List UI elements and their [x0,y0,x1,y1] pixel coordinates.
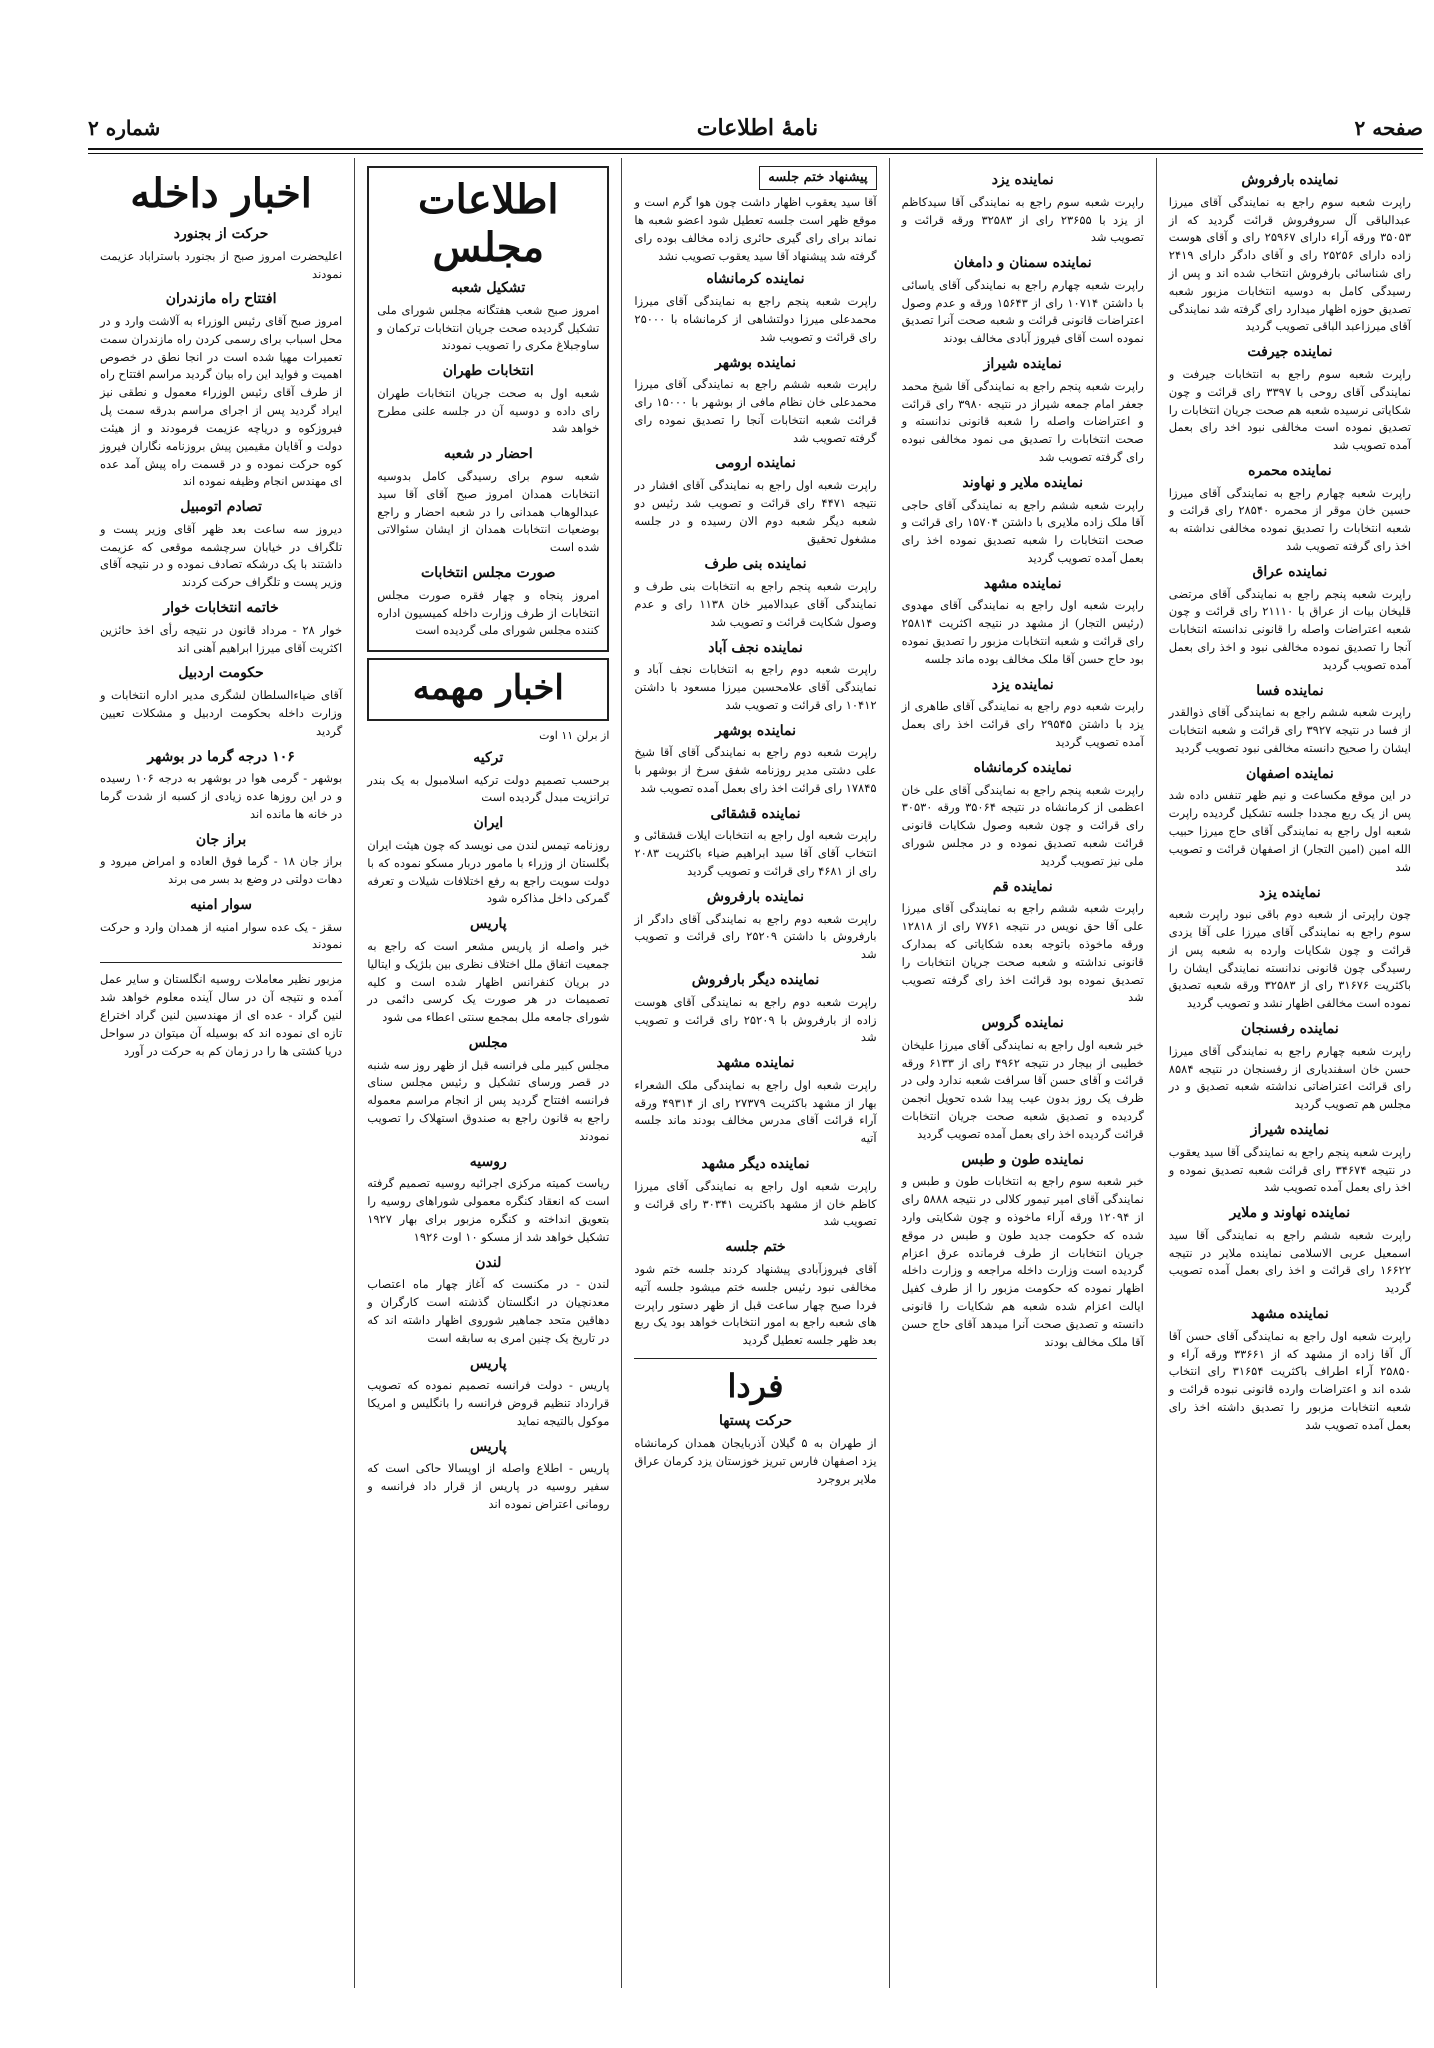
article [902,1150,1144,1352]
article [100,497,342,592]
article-body: راپرت شعبه ششم راجع به نمایندگی آقای ذوالقدر از فسا در نتیجه ۳۹۲۷ رای قرائت و شعبه انتخابات ایشان را صحیح دانسته مخالفی نبود تصویب گردید [1168,705,1411,755]
article [634,970,876,1047]
page-number: صفحه ۲ [1354,116,1423,140]
article-heading: نماینده اصفهان [1246,765,1334,782]
article [1169,1203,1411,1298]
article-body: در این موقع مکساعت و نیم ظهر تنفس داده شد پس از یک ربع مجددا جلسه تشکیل گردیده راپرت شعبه اول راجع به نمایندگی آقای حاج میرزا حبیب الله امین (امین التجار) از اصفهان قرائت و تصویب شد [1168,788,1411,874]
article-body: مجلس کبیر ملی فرانسه قبل از ظهر روز سه شنبه در قصر ورسای تشکیل و رئیس مجلس سنای فرانسه افتتاح گردید پس از انجام مراسم معموله راجع به قانون راجع به صندوق استهلاک را تصویب نمودند [367,1057,610,1143]
article-heading: نماینده بارفروش [706,888,805,905]
article-body: امروز صبح شعب هفتگانه مجلس شورای ملی تشکیل گردیده صحت جریان انتخابات ترکمان و ساوجبلاغ مکری را تصویب نمودند [377,302,600,353]
article-heading: انتخابات طهران [442,363,534,380]
article-body: راپرت شعبه اول راجع به نمایندگی آقای میرزا کاظم خان از مشهد باکثریت ۳۰۳۴۱ رای قرائت و تصویب شد [634,1178,877,1229]
article-heading: ترکیه [473,749,504,766]
article [1169,170,1411,336]
article [367,1354,609,1431]
article-heading: نماینده قشقائی [710,805,801,822]
article-heading: پاریس [469,1438,507,1455]
article-body: خبر شعبه سوم راجع به انتخابات طون و طبس و نمایندگی آقای امیر تیمور کلالی در نتیجه ۵۸۸۸ رای از ۱۲۰۹۴ ورقه آراء ماخوذه و چون شکایتی وارد شده که حکومت جدید طون و طبس در موقع جریان انتخابات از طرف فرمانده عرق اعزام گردیده است وزارت داخله مراجعه و وزارت داخله اظهار نموده که حکومت مزبور را از طرف کفیل ایالت اعزام شده شعبه هم شکایات را قانونی دانسته و تصدیق صحت آنرا میدهد آقای حاج حسن آقا ملک مخالف بودند [901,1174,1144,1349]
article-heading: نماینده مشهد [983,575,1062,592]
article-heading: نماینده سمنان و دامغان [953,255,1092,272]
col3-items [634,269,876,1231]
article [634,453,876,548]
article-heading: نماینده نجف آباد [708,639,803,656]
article-heading: نماینده یزد [991,172,1054,188]
article-heading: نماینده ملایر و نهاوند [962,474,1083,491]
article-heading: نماینده مشهد [716,1055,795,1072]
article [100,224,342,283]
article [367,1437,609,1514]
article-heading: سوار امنیه [190,896,252,913]
article [1169,342,1411,455]
article-heading: نماینده طون و طبس [961,1151,1084,1168]
article-heading: نماینده دیگر مشهد [701,1156,810,1173]
article-heading: نماینده دیگر بارفروش [691,972,820,989]
article-heading: نماینده یزد [1259,884,1321,901]
article [377,444,599,557]
article [634,638,876,715]
article [377,563,599,640]
article [367,1033,609,1146]
article-body: راپرت شعبه دوم راجع به نمایندگی آقای آقا شیخ علی دشتی مدیر روزنامه شفق سرخ از بوشهر با ۱۷۸۴۵ رای قرائت اخذ رای بعمل آمده تصویب شد [634,745,877,795]
article-body: روزنامه تیمس لندن می نویسد که چون هیئت ایران بگلستان از وزراء با مامور دربار مسکو نموده که با دولت سویت راجع به رفع اختلافات شیلات و تعرفه گمرکی داخل مذاکره شود [367,837,610,906]
article [1169,883,1411,1014]
article-body: چون راپرتی از شعبه دوم باقی نبود راپرت شعبه سوم راجع به نمایندگی آقای میرزا علی آقا یزدی قرائت و چون شکایات وارده به شعبه پس از رسیدگی چون قانونی ندانسته نمایندگی ایشان را باکثریت ۳۱۶۷۶ رای از ۳۲۵۸۳ ورقه شعبه تصدیق نموده است مخالفی اظهار نشد و تصویب گردید [1168,907,1412,1011]
article [902,675,1144,752]
article-heading: نماینده گروس [981,1015,1064,1032]
article-body: ریاست کمیته مرکزی اجرائیه روسیه تصمیم گرفته است که انعقاد کنگره معمولی شوراهای روسیه را بتعویق انداخته و کنگره مزبور برای بهار ۱۹۲۷ تشکیل خواهد شد از مسکو ۱۰ اوت ۱۹۲۶ [367,1176,610,1244]
parliament-news-box [367,166,609,652]
article [1169,764,1411,877]
parliament-items [377,278,599,640]
article [367,914,609,1027]
article-heading: روسیه [469,1153,507,1170]
article-heading: نماینده بوشهر [715,722,796,739]
article-heading: نماینده رفسنجان [1241,1021,1339,1038]
article-heading: نماینده شیراز [1250,1122,1330,1138]
newspaper-page [88,108,1434,2008]
article [100,598,342,657]
article-heading: حکومت اردبیل [178,665,264,682]
article [367,748,609,807]
article [377,278,599,355]
article-body: لندن - در مکنست که آغاز چهار ماه اعتصاب معدنچیان در انگلستان گذشته است کارگران و دهاقین متحد جماهیر شوروی اظهار داشته اند که در تاریخ یک چنین امری به سابقه است [367,1277,610,1345]
article [634,554,876,631]
issue-number: شماره ۲ [88,116,161,140]
article-body: راپرت شعبه دوم راجع به نمایندگی آقای دادگر از بارفروش با داشتن ۲۵۲۰۹ رای قرائت و تصویب شد [634,911,877,962]
article-heading: تصادم اتومبیل [180,499,262,516]
article [902,1013,1144,1144]
article-body: امروز پنجاه و چهار فقره صورت مجلس انتخابات از طرف وزارت داخله کمیسیون اداره کننده مجلس شورای ملی گردیده است [377,587,600,638]
article-body: دیروز سه ساعت بعد ظهر آقای وزیر پست و تلگراف در خیابان سرچشمه موقعی که عزیمت داشتند با یک درشکه تصادف نموده و در نتیجه آقای وزیر پست و تلگراف حرکت کردند [99,521,343,590]
important-news-title: اخبار مهمه [412,668,564,709]
article [1169,1120,1411,1197]
article-heading: افتتاح راه مازندران [165,291,277,308]
article-heading: تشکیل شعبه [451,280,526,296]
article-body: شعبه اول به صحت جریان انتخابات طهران رای داده و دوسیه آن در جلسه علنی مطرح خواهد شد [377,385,600,436]
article [100,747,342,824]
article-heading: نماینده شیراز [983,356,1062,373]
article-heading: براز جان [195,831,247,848]
article-body: آقای ضیاءالسلطان لشگری مدیر اداره انتخابات و وزارت داخله بحکومت اردبیل و مشکلات تعیین گردید [99,688,343,738]
columns [88,158,1423,1988]
masthead [88,108,1423,148]
article [367,1152,609,1247]
article-heading: پاریس [469,916,507,933]
article-heading: نماینده عراق [1252,563,1328,580]
article-body: راپرت شعبه سوم راجع به نمایندگی آقا سیدکاظم از یزد با ۲۳۶۵۵ رای از ۳۲۵۸۳ ورقه قرائت و تصویب شد [901,194,1144,245]
article-body: راپرت شعبه پنجم راجع به نمایندگی آقای میرزا محمدعلی میرزا دولتشاهی از کرمانشاه با ۲۵۰۰۰ رای قرائت و تصویب شد [634,294,877,344]
column-4 [354,158,621,1988]
column-3 [621,158,888,1988]
article [100,830,342,889]
article-body: بوشهر - گرمی هوا در بوشهر به درجه ۱۰۶ رسیده و در این روزها عده زیادی از کسبه از شدت گرما در خانه ها مانده اند [99,771,343,821]
article [634,353,876,448]
article-heading: نماینده قم [992,878,1053,895]
article-heading: نماینده کرمانشاه [706,271,805,288]
column-2 [889,158,1156,1988]
article [902,877,1144,1008]
article-heading: لندن [475,1254,502,1271]
article [634,1154,876,1231]
article [100,289,342,491]
article-body: برحسب تصمیم دولت ترکیه اسلامبول به یک بندر ترانزیت مبدل گردیده است [367,772,610,805]
article-heading: نماینده یزد [991,676,1054,693]
divider [634,1358,876,1359]
article-heading: صورت مجلس انتخابات [421,565,556,581]
mail-departure-text: از طهران به ۵ گیلان آذربایجان همدان کرمانشاه یزد اصفهان فارس تبریز خوزستان یزد کرمان عراق ملایر بروجرد [634,1436,877,1486]
article-heading: ۱۰۶ درجه گرما در بوشهر [147,748,295,765]
article-body: راپرت شعبه ششم راجع به نمایندگی آقای حاجی آقا ملک زاده ملایری با داشتن ۱۵۷۰۴ رای قرائت و صحت انتخابات را شعبه تصدیق نموده اخذ رای بعمل آمده تصویب گردید [901,497,1144,565]
tail-text: مزبور نظیر معاملات روسیه انگلستان و سایر عمل آمده و نتیجه آن در سال آینده معلوم خواهد شد لنین گراد - عده ای از مهندسین لنین گراد اختراع تازه ای نموده اند که بوسیله آن میتوان در سواحل دریا کشتی ها را در زمان کم به حرکت در آورد [99,972,343,1058]
article-body: پاریس - دولت فرانسه تصمیم نموده که تصویب قرارداد تنظیم قروض فرانسه را بانگلیس و امریکا موکول بالتیجه نماید [367,1378,610,1428]
article [1169,1019,1411,1114]
article-body: اعلیحضرت امروز صبح از بجنورد باستراباد عزیمت نمودند [99,248,343,281]
article-heading: نماینده ارومی [715,455,796,472]
domestic-news-title: اخبار داخله [130,170,312,217]
article-heading: مجلس [468,1034,508,1051]
article-body: پاریس - اطلاع واصله از اوپسالا حاکی است که سفیر روسیه در پاریس از قرار داد فرانسه و رومانی اعتراض نموده اند [367,1461,610,1512]
article-body: راپرت شعبه ششم راجع به نمایندگی آقای میرزا علی آقا حق نویس در نتیجه ۷۷۶۱ رای از ۱۲۸۱۸ ورقه ماخوذه باتوجه بعده شکایاتی که بمدارک قانونی نداشته و شعبه صحت جریان انتخابات را تصدیق نموده بود قرائت اخذ رای گرفته تصویب شد [901,901,1144,1005]
article-body: راپرت شعبه چهارم راجع به نمایندگی آقای میرزا حسین خان موقر از محمره ۲۸۵۴۰ رای قرائت و شعبه انتخابات را تصدیق نموده مخالفی نداشته به اخذ رای گرفته تصویب شد [1168,485,1411,554]
article-body: راپرت شعبه دوم راجع به نمایندگی آقای طاهری از یزد با داشتن ۲۹۵۴۵ رای قرائت اخذ رای بعمل آمده تصویب گردید [901,699,1144,749]
article-heading: نماینده بنی طرف [704,556,807,573]
column-5 [88,158,354,1988]
article-body: راپرت شعبه چهارم راجع به نمایندگی آقای یاسائی با داشتن ۱۰۷۱۴ رای از ۱۵۶۴۳ ورقه و عدم وصول اعتراضات قانونی قرائت و شعبه صحت آنرا تصدیق نموده است آقای فیروز آبادی مخالف بودند [901,277,1144,346]
article [902,354,1144,467]
paper-title: نامهٔ اطلاعات [696,115,819,141]
mail-departure-heading: حرکت پستها [718,1413,792,1430]
article-heading: احضار در شعبه [443,446,533,463]
article-body: سقز - یک عده سوار امنیه از همدان وارد و حرکت نمودند [99,919,343,952]
news-dateline: از برلن ۱۱ اوت [539,728,610,742]
divider [100,962,342,963]
article-body: راپرت شعبه اول راجع به نمایندگی آقای افشار در نتیجه ۴۴۷۱ رای قرائت و تصویب شد رئیس دو شعبه دیگر شعبه دوم الان رسیده و در جلسه مشغول تحقیق [634,478,877,546]
domestic-news-items [100,224,342,954]
session-end-proposal-tag: پیشنهاد ختم جلسه [759,166,876,190]
article-body: راپرت شعبه چهارم راجع به نمایندگی آقای میرزا حسن خان اسفندیاری از رفسنجان در نتیجه ۸۵۸۴ رای قرائت اعتراضاتی نداشته شعبه تصدیق و در مجلس هم تصویب گردید [1168,1043,1411,1112]
article-body: شعبه سوم برای رسیدگی کامل بدوسیه انتخابات همدان امروز صبح آقای آقا سید عبدالوهاب همدانی را در شعبه احضار و راجع بوضعیات انتخابات همدان از ایشان سئوالاتی شده است [377,468,600,555]
article-body: خبر واصله از پاریس مشعر است که راجع به جمعیت اتفاق ملل اختلاف نظری بین بلژیک و ایتالیا در بریان کنفرانس اظهار شده است و کلیه تصمیمات در هر صورت یک کرسی دائمی در شورای جامعه ملل بمجمع سنتی اعطاء می شود [367,938,610,1025]
parliament-news-title: اطلاعات مجلس [418,176,559,271]
session-end-intro: آقا سید یعقوب اظهار داشت چون هوا گرم است و موقع ظهر است جلسه تعطیل شود اعضو شعبه ها نماند برای رای گیری حائری زاده مخالف بوده رای گرفته شد پیشنهاد آقا سید یعقوب تصویب نشد [634,195,877,263]
article [367,813,609,908]
article-body: خوار ۲۸ - مرداد قانون در نتیجه رأی اخذ حائزین اکثریت آقای میرزا ابراهیم آهنی اند [99,622,343,655]
article [634,1053,876,1148]
article-body: راپرت شعبه پنجم راجع به انتخابات بنی طرف و نمایندگی آقای عبدالامیر خان ۱۱۳۸ رای و عدم وصول شکایت قرائت و تصویب شد [634,579,877,629]
article-heading: پاریس [469,1355,507,1372]
article [1169,461,1411,556]
article [1169,1304,1411,1435]
article [634,887,876,964]
article-body: راپرت شعبه پنجم راجع به نمایندگی آقای مرتضی قلیخان بیات از عراق با ۲۱۱۱۰ رای قرائت و چون شعبه اعتراضات واصله را قانونی ندانسته انتخابات آنجا را تصدیق نموده مخالفی نبود و اخذ رای بعمل آمده تصویب گردید [1168,586,1411,672]
article-heading: نماینده محمره [1248,462,1332,479]
article-body: راپرت شعبه اول راجع به نمایندگی آقای حسن آقا آل آقا زاده از مشهد که از ۳۳۶۶۱ ورقه آراء و ۲۵۸۵۰ آراء اطراف باکثریت ۳۱۶۵۴ رای انتخاب شده اند و اعتراضات وارده قانونی نبوده قرائت و شعبه انتخابات مزبور را تصدیق داشته اخذ رای بعمل آمده تصویب شد [1168,1328,1411,1432]
article-body: راپرت شعبه ششم راجع به نمایندگی آقای میرزا محمدعلی خان نظام مافی از بوشهر با ۱۵۰۰۰ رای قرائت شعبه انتخابات آنجا را تصدیق نموده رای گرفته تصویب شد [634,377,877,445]
article-body: راپرت شعبه پنجم راجع به نمایندگی آقا شیخ محمد جعفر امام جمعه شیراز در نتیجه ۳۹۸۰ رای قرائت و اعتراضات واصله را شعبه قانونی ندانسته و صحت انتخابات را تصدیق می نمود مخالفی نبوده رای گرفته تصویب شد [901,378,1144,464]
article-body: راپرت شعبه اول راجع به نمایندگی آقای مهدوی (رئیس التجار) از مشهد در نتیجه اکثریت ۲۵۸۱۴ رای قرائت و شعبه انتخابات مزبور را تصدیق نموده بود حاج حسن آقا ملک مخالف بوده ماند جلسه [901,598,1144,666]
article-body: راپرت شعبه اول راجع به نمایندگی ملک الشعراء بهار از مشهد باکثریت ۲۷۳۷۹ رای از ۴۹۳۱۴ ورقه آراء قرائت آقای مدرس مخالف بودند ماند جلسه آتیه [634,1077,877,1146]
article [1169,562,1411,675]
article-heading: نماینده کرمانشاه [973,759,1072,776]
article-heading: نماینده بارفروش [1241,172,1339,188]
important-news-box [367,658,609,721]
article-body: راپرت شعبه ششم راجع به نمایندگی آقا سید اسمعیل عربی الاسلامی نماینده ملایر در نتیجه ۱۶۶۲۲ رای قرائت و اخذ رای بعمل آمده تصویب گردید [1168,1227,1411,1296]
article-body: راپرت شعبه پنجم راجع به نمایندگی آقای علی خان اعظمی از کرمانشاه در نتیجه ۳۵۰۶۴ ورقه ۳۰۵۳۰ رای قرائت و چون شعبه وصول شکایات قانونی قرائت شعبه تصدیق نموده و در مجلس شورای ملی نیز تصویب گردید [901,782,1144,868]
session-end-text: آقای فیروزآبادی پیشنهاد کردند جلسه ختم شود مخالفی نبود رئیس جلسه ختم میشود جلسه آتیه فردا صبح چهار ساعت قبل از ظهر دستور راپرت های شعبه راجع به امور انتخابات خواهد بود یک ربع بعد ظهر جلسه تعطیل گردید [634,1261,877,1348]
article [367,1253,609,1348]
article-body: راپرت شعبه دوم راجع به نمایندگی آقای هوست زاده از بارفروش با ۲۵۲۰۹ رای قرائت و تصویب شد [634,994,877,1045]
article [902,473,1144,568]
article-body: راپرت شعبه سوم راجع به انتخابات جیرفت و نمایندگی آقای روحی با ۳۳۹۷ رای قرائت و چون شکایاتی نرسیده شعبه هم صحت جریان انتخابات را تصدیق نموده است مخالفی نبود اخد رای بعمل آمده تصویب شد [1168,366,1412,453]
article [100,895,342,954]
article [377,361,599,438]
article [100,663,342,740]
article-heading: حرکت از بجنورد [173,226,269,242]
article-body: راپرت شعبه اول راجع به انتخابات ایلات قشقائی و انتخاب آقای آقا سید ابراهیم ضیاء باکثریت ۲۰۸۳ رای از ۴۶۸۱ رای قرائت و تصویب گردید [634,828,877,879]
article-heading: نماینده فسا [1256,682,1324,699]
column-1 [1156,158,1423,1988]
article-heading: نماینده بوشهر [715,354,796,371]
article-heading: نماینده مشهد [1251,1306,1329,1323]
article [634,804,876,881]
article [902,170,1144,247]
article-heading: خاتمه انتخابات خوار [163,600,279,617]
top-rule [88,148,1423,154]
article-heading: نماینده نهاوند و ملایر [1229,1205,1351,1222]
article-body: راپرت شعبه پنجم راجع به نمایندگی آقا سید یعقوب در نتیجه ۳۴۶۷۴ رای قرائت شعبه تصدیق نموده و اخذ رای بعمل آمده تصویب شد [1168,1144,1411,1195]
session-end-heading: ختم جلسه [725,1239,786,1256]
important-news-items [367,748,609,1514]
article-body: راپرت شعبه سوم راجع به نمایندگی آقای میرزا عبدالباقی آل سروفروش قرائت گردید که از ۳۵۰۵۳ ورقه آراء دارای ۲۵۹۶۷ رای و آقای هوست زاده دارای ۲۵۲۵۶ رای و آقای دادگر دارای ۲۴۱۹ رای شناسائی بارفروش انتخاب شده اند و پس از رسیدگی کامل به دوسیه انتخابات مزبور شعبه تصدیق حوزه اظهار میدارد رای گرفته شد نمایندگی آقای میرزاعبد الباقی تصویب گردید [1168,194,1412,334]
article-body: راپرت شعبه دوم راجع به انتخابات نجف آباد و نمایندگی آقای علامحسین میرزا مسعود با داشتن ۱۰۴۱۲ رای قرائت و تصویب شد [634,662,877,712]
article-heading: نماینده جیرفت [1247,344,1333,361]
article [902,253,1144,348]
article-body: براز جان ۱۸ - گرما فوق العاده و امراض میرود و دهات دولتی در وضع بد بسر می برند [99,854,343,887]
article [902,574,1144,669]
article [902,758,1144,871]
farda-title: فردا [727,1366,784,1405]
article [1169,681,1411,758]
article-body: خبر شعبه اول راجع به نمایندگی آقای میرزا علیخان خطیبی از بیجار در نتیجه ۴۹۶۲ رای از ۶۱۳۳ ورقه قرائت و آقای حسن آقا سرافت شعبه ندارد ولی در ظرف یک روز بدون عیب پیدا شده تحویل انجمن گردیده و تصدیق شعبه صحت جریان انتخابات قرائت گردیده اخذ رای بعمل آمده تصویب گردید [901,1037,1144,1141]
article-body: امروز صبح آقای رئیس الوزراء به آلاشت وارد و در محل اسباب برای رسمی کردن راه مازندران سمت تعمیرات مهیا شده است در انجا نطق در خصوص اهمیت و فواید این راه بیان گردید مراسم افتتاح راه از طرف آقای رئیس الوزراء معمول و نطقی نیز ایراد گردید پس از اجرای مراسم بدرقه سمت پل فیروزکوه و دریاچه عزیمت فرمودند و از هیئت دولت و آقایان مقیمین پیش بروزنامه نگاران فیروز کوه حرکت نموده و در قسمت راه پیش آمد عده ای مهندس انجام وظیفه نموده اند [99,314,343,489]
article-heading: ایران [473,815,504,832]
article [634,269,876,346]
article [634,721,876,798]
